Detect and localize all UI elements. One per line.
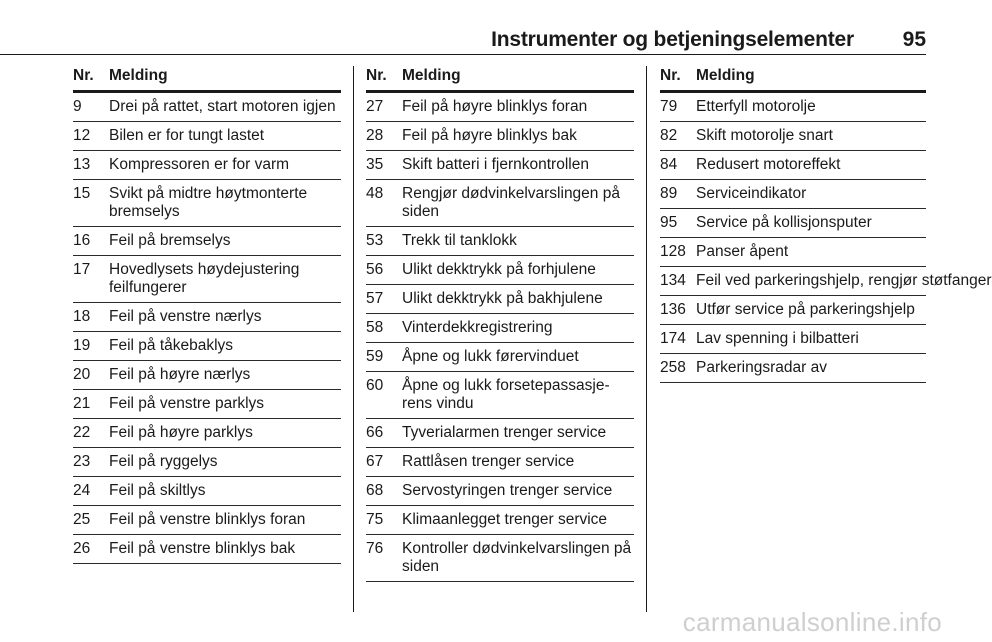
table-row xyxy=(73,535,341,564)
table-row xyxy=(660,122,926,151)
page-title: Instrumenter og betjeningselementer xyxy=(491,28,854,51)
message-number: 95 xyxy=(660,214,678,231)
message-number: 84 xyxy=(660,156,678,173)
message-text: Feil på høyre blinklys bak xyxy=(402,127,577,144)
table-header xyxy=(366,66,634,93)
message-text: Feil på venstre nærlys xyxy=(109,308,262,325)
message-number: 136 xyxy=(660,301,686,318)
message-number: 75 xyxy=(366,511,384,528)
message-text: Feil på tåkebaklys xyxy=(109,337,234,354)
message-number: 24 xyxy=(73,482,91,499)
message-number: 57 xyxy=(366,290,384,307)
message-text: Trekk til tanklokk xyxy=(402,232,517,249)
table-row xyxy=(73,93,341,122)
table-row xyxy=(660,267,992,296)
table-row xyxy=(73,180,341,227)
message-text: Feil på høyre parklys xyxy=(109,424,253,441)
page-number: 95 xyxy=(902,28,926,51)
message-number: 258 xyxy=(660,359,686,376)
table-row xyxy=(366,448,634,477)
header-message: Melding xyxy=(696,67,755,84)
message-text: Kontroller dødvinkelvarslingen på siden xyxy=(402,540,632,575)
message-text: Hovedlysets høydejustering feilfungerer xyxy=(109,261,300,296)
table-row xyxy=(366,314,634,343)
column-divider-1 xyxy=(353,66,354,612)
table-row xyxy=(660,93,926,122)
table-row xyxy=(366,419,634,448)
table-row xyxy=(366,506,634,535)
message-text: Rattlåsen trenger service xyxy=(402,453,575,470)
message-number: 23 xyxy=(73,453,91,470)
column-divider-2 xyxy=(646,66,647,612)
message-number: 60 xyxy=(366,377,384,394)
table-row xyxy=(73,477,341,506)
message-number: 9 xyxy=(73,98,82,115)
message-text: Rengjør dødvinkelvarslingen på siden xyxy=(402,185,620,220)
message-text: Skift batteri i fjernkontrollen xyxy=(402,156,589,173)
header-nr: Nr. xyxy=(366,67,387,84)
table-row xyxy=(366,180,634,227)
message-text: Etterfyll motorolje xyxy=(696,98,816,115)
table-row xyxy=(366,285,634,314)
message-text: Feil på bremselys xyxy=(109,232,231,249)
header-message: Melding xyxy=(402,67,461,84)
message-table-column-3 xyxy=(660,66,992,383)
message-text: Feil på høyre blinklys foran xyxy=(402,98,588,115)
table-row xyxy=(660,151,926,180)
message-number: 35 xyxy=(366,156,384,173)
message-number: 13 xyxy=(73,156,91,173)
table-row xyxy=(660,354,926,383)
page-header xyxy=(0,28,926,55)
message-number: 56 xyxy=(366,261,384,278)
message-number: 58 xyxy=(366,319,384,336)
message-table-column-1 xyxy=(73,66,341,564)
message-number: 82 xyxy=(660,127,678,144)
table-row xyxy=(73,227,341,256)
table-row xyxy=(366,227,634,256)
table-row xyxy=(660,209,926,238)
message-number: 68 xyxy=(366,482,384,499)
message-number: 20 xyxy=(73,366,91,383)
message-text: Åpne og lukk forsetepassasje- rens vindu xyxy=(402,377,610,412)
message-text: Feil på ryggelys xyxy=(109,453,218,470)
message-number: 22 xyxy=(73,424,91,441)
message-text: Kompressoren er for varm xyxy=(109,156,290,173)
table-row xyxy=(366,535,634,582)
message-number: 12 xyxy=(73,127,91,144)
message-text: Ulikt dekktrykk på bakhjulene xyxy=(402,290,603,307)
message-text: Redusert motoreffekt xyxy=(696,156,841,173)
message-text: Åpne og lukk førervinduet xyxy=(402,348,579,365)
message-text: Feil ved parkeringshjelp, rengjør støtfanger xyxy=(696,272,992,289)
message-text: Vinterdekkregistrering xyxy=(402,319,553,336)
table-row xyxy=(73,151,341,180)
table-row xyxy=(73,303,341,332)
message-text: Ulikt dekktrykk på forhjulene xyxy=(402,261,596,278)
message-number: 16 xyxy=(73,232,91,249)
message-number: 25 xyxy=(73,511,91,528)
header-nr: Nr. xyxy=(73,67,94,84)
message-number: 48 xyxy=(366,185,384,202)
message-number: 26 xyxy=(73,540,91,557)
watermark: carmanualsonline.info xyxy=(682,607,942,637)
message-number: 134 xyxy=(660,272,686,289)
table-row xyxy=(366,477,634,506)
message-number: 79 xyxy=(660,98,678,115)
table-row xyxy=(73,332,341,361)
message-text: Feil på venstre blinklys foran xyxy=(109,511,306,528)
message-text: Drei på rattet, start motoren igjen xyxy=(109,98,336,115)
message-number: 27 xyxy=(366,98,384,115)
message-text: Svikt på midtre høytmonterte bremselys xyxy=(109,185,308,220)
table-body xyxy=(660,93,992,383)
message-text: Klimaanlegget trenger service xyxy=(402,511,608,528)
message-number: 59 xyxy=(366,348,384,365)
message-text: Bilen er for tungt lastet xyxy=(109,127,265,144)
table-row xyxy=(73,122,341,151)
table-header xyxy=(660,66,926,93)
table-row xyxy=(73,256,341,303)
table-row xyxy=(366,93,634,122)
table-row xyxy=(73,419,341,448)
message-number: 89 xyxy=(660,185,678,202)
message-table-column-2 xyxy=(366,66,634,582)
message-text: Feil på venstre blinklys bak xyxy=(109,540,296,557)
table-row xyxy=(660,180,926,209)
message-text: Tyverialarmen trenger service xyxy=(402,424,607,441)
message-number: 174 xyxy=(660,330,686,347)
message-text: Parkeringsradar av xyxy=(696,359,827,376)
message-text: Panser åpent xyxy=(696,243,789,260)
message-text: Utfør service på parkeringshjelp xyxy=(696,301,915,318)
table-body xyxy=(73,93,341,564)
table-row xyxy=(366,372,634,419)
table-row xyxy=(660,325,926,354)
table-row xyxy=(366,343,634,372)
table-row xyxy=(660,238,926,267)
table-body xyxy=(366,93,634,582)
message-number: 17 xyxy=(73,261,91,278)
message-text: Servostyringen trenger service xyxy=(402,482,613,499)
message-text: Feil på venstre parklys xyxy=(109,395,265,412)
header-message: Melding xyxy=(109,67,168,84)
table-row xyxy=(366,122,634,151)
message-number: 66 xyxy=(366,424,384,441)
message-text: Lav spenning i bilbatteri xyxy=(696,330,859,347)
message-number: 19 xyxy=(73,337,91,354)
table-row xyxy=(73,506,341,535)
table-row xyxy=(73,390,341,419)
message-number: 21 xyxy=(73,395,91,412)
message-number: 28 xyxy=(366,127,384,144)
table-row xyxy=(660,296,926,325)
message-number: 53 xyxy=(366,232,384,249)
header-nr: Nr. xyxy=(660,67,681,84)
table-row xyxy=(366,151,634,180)
message-number: 18 xyxy=(73,308,91,325)
table-header xyxy=(73,66,341,93)
message-text: Serviceindikator xyxy=(696,185,807,202)
message-number: 15 xyxy=(73,185,91,202)
table-row xyxy=(73,448,341,477)
message-number: 67 xyxy=(366,453,384,470)
message-text: Skift motorolje snart xyxy=(696,127,833,144)
message-number: 76 xyxy=(366,540,384,557)
table-row xyxy=(366,256,634,285)
message-text: Feil på skiltlys xyxy=(109,482,206,499)
table-row xyxy=(73,361,341,390)
message-text: Feil på høyre nærlys xyxy=(109,366,251,383)
message-text: Service på kollisjonsputer xyxy=(696,214,872,231)
message-number: 128 xyxy=(660,243,686,260)
